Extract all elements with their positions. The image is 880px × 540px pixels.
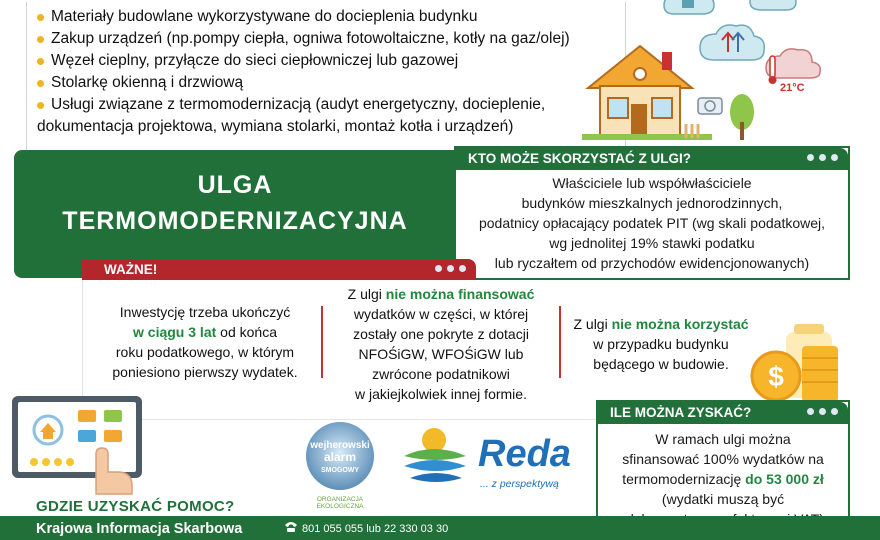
info-line: w ciągu 3 lat od końca [133,324,277,340]
gain-line: sfinansować 100% wydatków na [622,451,824,467]
info-line: NFOŚiGW, WFOŚiGW lub [358,346,524,362]
alarm-logo-text: alarm [323,450,357,464]
tax-office-name: Krajowa Informacja Skarbowa [36,521,243,537]
info-line: w przypadku budynku [593,336,729,352]
who-line: lub ryczałtem od przychodów ewidencjonowanych) [494,255,810,271]
svg-text:$: $ [768,361,784,392]
app-tile-icon [104,430,122,442]
coin-stack-icon [802,346,838,402]
page-title-line1: ULGA [197,171,273,199]
how-much-gain-title: ILE MOŻNA ZYSKAĆ? [610,405,752,420]
smog-alarm-logo [300,420,380,516]
cloud-icon [664,0,714,14]
info-column-financing [323,284,559,404]
info-line: Inwestycję trzeba ukończyć [119,304,291,320]
smog-alarm-logo-mark [304,420,376,492]
app-tile-icon [104,410,122,422]
info-line: będącego w budowie. [593,356,729,372]
help-title: GDZIE UZYSKAĆ POMOC? [36,498,235,515]
how-much-gain-header [598,402,848,424]
app-tile-icon [78,410,96,422]
info-column-deadline [87,302,323,382]
dollar-coin-icon [752,352,800,400]
dots-decoration [435,265,466,272]
info-line: Z ulgi nie można finansować [347,286,535,302]
gain-line: termomodernizację do 53 000 zł [622,471,824,487]
tablet-illustration [12,396,142,496]
cloud-icon [700,25,764,60]
reda-logo [400,426,576,498]
phone-number[interactable]: 801 055 055 lub 22 330 03 30 [302,523,449,535]
info-column-construction [561,314,761,374]
alarm-logo-text: wejherowski [310,440,370,451]
phone-icon [284,521,298,533]
eligible-expenses-list [26,2,626,152]
gain-line: (wydatki muszą być [661,491,785,507]
temperature-label: 21°C [780,82,805,94]
app-tile-icon [78,430,96,442]
dots-decoration [807,154,838,161]
dots-decoration [807,408,838,415]
list-item: Stolarkę okienną i drzwiową [37,72,625,94]
important-info-area [82,280,770,420]
list-item: Materiały budowlane wykorzystywane do docieplenia budynku [37,6,625,28]
who-line: Właściciele lub współwłaściciele [552,175,752,191]
who-line: budynków mieszkalnych jednorodzinnych, [521,195,783,211]
info-line: poniesiono pierwszy wydatek. [112,364,298,380]
info-line: wydatków w części, w której [353,306,529,322]
list-item-continuation: dokumentacja projektowa, wymiana stolarki, montaż kotła i urządzeń) [37,118,514,135]
who-line: podatnicy opłacający podatek PIT (wg skali podatkowej, [478,215,826,231]
who-can-benefit-header [456,148,848,170]
list-item: Węzeł cieplny, przyłącze do sieci ciepłowniczej lub gazowej [37,50,625,72]
info-line: zostały one pokryte z dotacji [353,326,529,342]
cloud-icon [750,0,796,10]
thermometer-icon [769,56,777,84]
who-can-benefit-box [454,146,850,280]
reda-logo-tagline: ... z perspektywą [480,478,559,490]
house-illustration [582,0,880,150]
list-item: Usługi związane z termomodernizacją (audyt energetyczny, docieplenie, [37,94,625,116]
important-title: WAŻNE! [104,262,158,277]
alarm-logo-text: SMOGOWY [320,467,360,474]
page-title-line2: TERMOMODERNIZACYJNA [62,207,408,235]
info-line: zwrócone podatnikowi [372,366,510,382]
org-label: ORGANIZACJA [316,496,364,503]
who-line: wg jednolitej 19% stawki podatku [549,235,755,251]
list-item: Zakup urządzeń (np.pompy ciepła, ogniwa fotowoltaiczne, kotły na gaz/olej) [37,28,625,50]
reda-logo-name: Reda [478,433,571,475]
bottom-bar [0,516,880,540]
gain-line: W ramach ulgi można [655,431,791,447]
heat-pump-icon [698,98,722,114]
important-header [82,259,476,280]
org-label: EKOLOGICZNA [316,503,364,510]
info-line: Z ulgi nie można korzystać [573,316,749,332]
reda-logo-mark [400,426,470,492]
info-line: roku podatkowego, w którym [115,344,295,360]
coins-illustration [742,318,862,408]
info-line: w jakiejkolwiek innej formie. [355,386,527,402]
tree-icon [730,94,754,140]
who-can-benefit-title: KTO MOŻE SKORZYSTAĆ Z ULGI? [468,151,691,166]
